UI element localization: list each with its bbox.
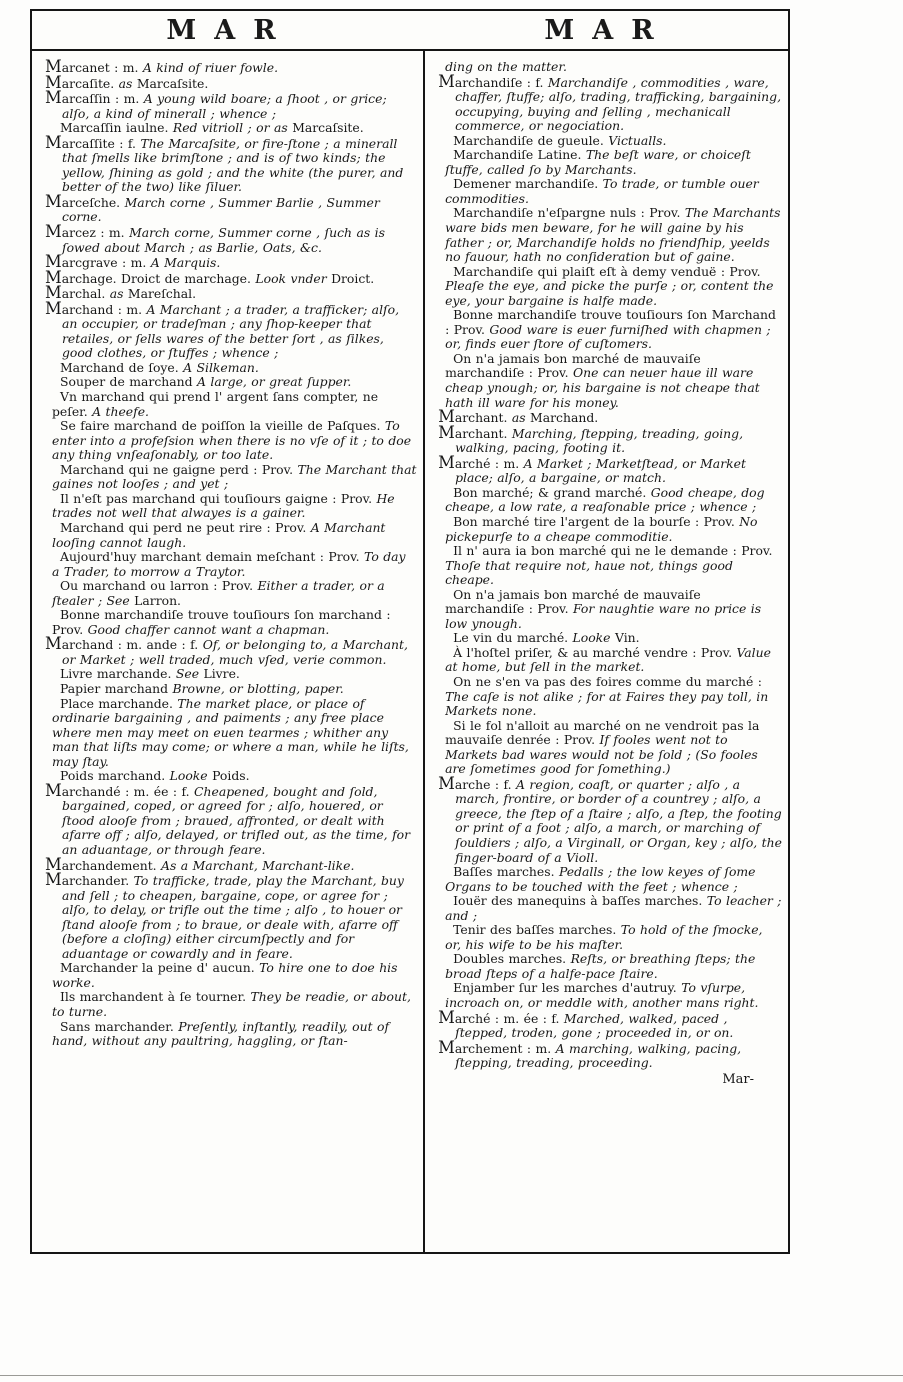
definition-text: A kind of riuer fowle. [142, 60, 279, 75]
definition-text: Looke [572, 630, 615, 646]
dictionary-entry [45, 283, 417, 303]
headword-text: Ou marchand ou larron : Prov. [60, 578, 258, 594]
headword-text: Marchandiſe qui plaiſt eſt à demy venduë : Prov. [453, 263, 761, 279]
definition-text: Either a trader, or a ſtealer ; See [52, 578, 385, 608]
headword-text: Marchage. Droict de marchage. [45, 267, 256, 287]
definition-text: For naughtie ware no price is low ynough. [445, 601, 762, 631]
dictionary-entry [438, 865, 782, 894]
headword-text: Marcanet : m. [45, 57, 143, 76]
dictionary-entry [438, 923, 782, 952]
dictionary-entry [45, 132, 417, 195]
definition-text: Value at home, but ſell in the market. [445, 644, 771, 675]
running-head-right-cell [410, 11, 788, 49]
headword-text: Marchandiſe n'eſpargne nuls : Prov. [453, 205, 685, 221]
dictionary-entry [45, 780, 417, 858]
dictionary-entry [45, 222, 417, 255]
definition-text: To vſurpe, incroach on, or meddle with, another mans right. [445, 980, 759, 1010]
definition-text: Marchandiſe , commodities , ware, chaffer, ſtuffe; alſo, trading, trafficking, bargaining, occupying, buying and ſelling , mechanicall commerce, or negociation. [455, 74, 782, 134]
headword-text: Vn marchand qui prend l' argent ſans compter, ne peſer. [52, 389, 379, 419]
definition-text: Red vitrioll ; or as [172, 120, 293, 136]
dictionary-entry [438, 352, 782, 410]
headword-text: Droict. [331, 270, 375, 286]
definition-text: Good ware is euer furniſhed with chapmen ; or, finds euer ſtore of cuſtomers. [445, 321, 771, 352]
running-head-left: MAR [166, 14, 294, 46]
headword-text: Si le fol n'alloit au marché on ne vendroit pas la mauvaiſe denrée : Prov. [445, 717, 760, 748]
dictionary-entry [45, 682, 417, 697]
dictionary-entry [45, 667, 417, 682]
definition-text: Looke [169, 768, 213, 784]
definition-text: A large, or great ſupper. [196, 374, 352, 390]
headword-text: Marchand de ſoye. [60, 359, 184, 375]
headword-text: Marchand qui ne gaigne perd : Prov. [60, 461, 298, 477]
dictionary-entry [438, 265, 782, 309]
definition-text: He trades not well that alwayes is a gainer. [52, 490, 395, 521]
headword-text: Larron. [134, 592, 181, 608]
headword-text: Marchand qui perd ne peut rire : Prov. [60, 519, 311, 535]
dictionary-entry [45, 191, 417, 225]
dictionary-entry [438, 515, 782, 544]
dictionary-entry [438, 952, 782, 981]
headword-text: Il n'eſt pas marchand qui touſiours gaigne : Prov. [60, 490, 377, 506]
page-frame [30, 9, 790, 1254]
definition-text: ding on the matter. [445, 59, 567, 74]
dictionary-entry [438, 422, 782, 456]
headword-text: Marcaſite. [45, 72, 119, 92]
dictionary-entry [438, 544, 782, 588]
definition-text: The beſt ware, or choiceſt ſtuffe, called ſo by Marchants. [445, 147, 751, 177]
definition-text: To trade, or tumble ouer commodities. [445, 176, 759, 206]
headword-text: Marchal. [45, 283, 110, 303]
definition-text: Marching, ſtepping, treading, going, walking, pacing, footing it. [455, 425, 744, 456]
text-columns [32, 51, 788, 1252]
dictionary-entry [438, 486, 782, 515]
dictionary-entry [438, 773, 782, 865]
definition-text: As a Marchant, Marchant-like. [161, 857, 355, 873]
headword-text: On n'a jamais bon marché de mauvaiſe marchandiſe : Prov. [445, 586, 701, 617]
headword-text: Poids. [212, 768, 250, 784]
definition-text: Pedalls ; the low keyes of ſome Organs to be touched with the feet ; whence ; [445, 864, 756, 894]
definition-text: A young wild boare; a ſhoot , or grice; alſo, a kind of minerall ; whence ; [62, 91, 387, 121]
dictionary-entry [45, 390, 417, 419]
definition-text: Good chaffer cannot want a chapman. [87, 621, 330, 637]
definition-text: To hire one to doe his worke. [52, 960, 398, 990]
column-left [32, 51, 425, 1252]
headword-text: Bonne marchandiſe trouve touſiours ſon Marchand : Prov. [445, 307, 776, 337]
headword-text: Enjamber ſur les marches d'autruy. [453, 980, 682, 996]
headword-text: Bon marché; & grand marché. [453, 484, 651, 500]
dictionary-entry [45, 361, 417, 376]
dictionary-entry [438, 177, 782, 206]
headword-text: Mareſchal. [127, 286, 197, 302]
headword-text: Vin. [614, 630, 640, 646]
dictionary-entry [438, 407, 782, 427]
dictionary-entry [438, 588, 782, 632]
dictionary-entry [438, 1037, 782, 1071]
definition-text: The caſe is not alike ; for at Faires they pay toll, in Markets none. [445, 688, 769, 719]
definition-text: as [118, 75, 137, 91]
headword-text: Aujourd'huy marchant demain meſchant : Prov. [60, 549, 365, 565]
dictionary-entry [438, 148, 782, 177]
headword-text: Marchandiſe : f. [438, 71, 548, 91]
definition-text: To trafficke, trade, play the Marchant, buy and ſell ; to cheapen, bargaine, cope, or agree for ; alſo, to delay, or trifle out the time ; alſo , to houer or ſtand alooſe from ; to braue, or deale with, afarre off (before a cloſing) either circumſpectly and for aduantage or cowardly and in feare. [62, 873, 404, 961]
dictionary-entry [438, 675, 782, 719]
column-right [425, 51, 788, 1252]
dictionary-entry [45, 870, 417, 961]
dictionary-entry [45, 579, 417, 608]
dictionary-entry [45, 88, 417, 121]
definition-text: The Marchants ware bids men beware, for he will gaine by his father ; or, Marchandiſe holds no friendſhip, yeelds no fauour, hath no conſideration but of gaine. [445, 205, 781, 265]
dictionary-entry [438, 894, 782, 923]
column-right-text [438, 60, 782, 1071]
dictionary-entry [45, 267, 417, 287]
definition-text: March corne, Summer corne , ſuch as is ſowed about March ; as Barlie, Oats, &c. [62, 225, 385, 255]
headword-text: Papier marchand [60, 680, 173, 696]
dictionary-entry [45, 463, 417, 492]
definition-text: The Marcaſsite, or fire-ſtone ; a minerall that ſmells like brimſtone ; and is of two kinds; the yellow, ſhining as gold ; and the white (the purer, and better of the two) like ſiluer. [62, 135, 404, 195]
headword-text: Iouër des manequins à baſſes marches. [453, 893, 707, 909]
headword-text: Marcaſſite : f. [45, 132, 141, 152]
definition-text: See [175, 666, 204, 682]
definition-text: The market place, or place of ordinarie bargaining , and paiments ; any free place where men may meet on euen tearmes ; whither any man that liſts may come; or where a man, while he liſts, may ſtay. [52, 695, 409, 769]
definition-text: To leacher ; and ; [445, 893, 782, 923]
headword-text: Marchement : m. [438, 1037, 556, 1057]
dictionary-entry [45, 72, 417, 92]
definition-text: Victualls. [608, 132, 667, 148]
dictionary-entry [438, 719, 782, 777]
dictionary-entry [45, 550, 417, 579]
running-head-right: MAR [544, 14, 672, 46]
headword-text: Marchander la peine d' aucun. [60, 960, 260, 976]
headword-text: Tenir des baſſes marches. [453, 922, 621, 938]
definition-text: A Silkeman. [183, 359, 259, 375]
dictionary-entry [438, 308, 782, 352]
dictionary-entry [45, 492, 417, 521]
dictionary-entry [438, 981, 782, 1010]
definition-text: Thoſe that require not, haue not, things good cheape. [445, 557, 733, 588]
headword-text: Livre marchande. [60, 666, 176, 682]
headword-text: Marché : m. [438, 452, 524, 472]
dictionary-entry [45, 634, 417, 667]
definition-text: If fooles went not to Markets bad wares would not be ſold ; (So fooles are ſometimes good for ſomething.) [445, 732, 758, 777]
running-head-left-cell [32, 11, 410, 49]
dictionary-entry [438, 134, 782, 149]
headword-text: Marchand : m. [45, 298, 147, 318]
headword-text: Marchand : m. ande : f. [45, 634, 203, 654]
definition-text: The Marchant that gaines not looſes ; and yet ; [52, 461, 417, 492]
headword-text: Demener marchandiſe. [453, 176, 603, 192]
definition-text: Look vnder [255, 270, 332, 286]
dictionary-entry [45, 854, 417, 874]
dictionary-entry [438, 60, 782, 75]
headword-text: Sans marchander. [60, 1018, 179, 1034]
definition-text: A theefe. [92, 403, 149, 419]
definition-text: Browne, or blotting, paper. [172, 680, 344, 696]
catchword: Mar- [722, 1071, 754, 1087]
headword-text: Marchandement. [45, 854, 162, 874]
definition-text: A Marchant ; a trader, a trafficker; alſo, an occupier, or tradeſman ; any ſhop-keeper that retailes, or ſells wares of the better ſort , as ſilkes, good clothes, or ſtuffes ; whence ; [62, 301, 400, 361]
definition-text: Good cheape, dog cheape, a low rate, a reaſonable price ; whence ; [445, 484, 765, 515]
dictionary-entry [45, 121, 417, 136]
definition-text: To enter into a profeſsion when there is no vſe of it ; to doe any thing vnſeaſonably, or too late. [52, 418, 412, 463]
definition-text: Preſently, inſtantly, readily, out of hand, without any paultring, haggling, or ſtan- [52, 1018, 390, 1049]
definition-text: as [511, 410, 531, 426]
headword-text: Souper de marchand [60, 374, 197, 390]
headword-text: On n'a jamais bon marché de mauvaiſe marchandiſe : Prov. [445, 350, 701, 381]
headword-text: Marcez : m. [45, 222, 130, 242]
headword-text: Livre. [203, 666, 240, 682]
dictionary-entry [45, 990, 417, 1019]
definition-text: A marching, walking, pacing, ſtepping, treading, proceeding. [455, 1040, 742, 1071]
definition-text: A region, coaſt, or quarter ; alſo , a march, frontire, or border of a countrey ; alſo, a greece, the ſtep of a ſtaire ; alſo, a ſtep, the footing or print of a foot ; alſo, a march, or marching of ſouldiers ; alſo, a Virginall, or Organ, key ; alſo, the finger-board of a Violl. [455, 776, 782, 865]
dictionary-entry [45, 298, 417, 361]
headword-text: Se faire marchand de poiſſon la vieille de Paſques. [60, 418, 385, 434]
headword-text: Marchandiſe Latine. [453, 147, 586, 163]
headword-text: Marchand. [530, 410, 599, 426]
headword-text: Marchandiſe de gueule. [453, 132, 609, 148]
definition-text: Pleaſe the eye, and picke the purſe ; or, content the eye, your bargaine is halfe made. [445, 278, 774, 308]
headword-text: Place marchande. [60, 695, 178, 711]
definition-text: A Marquis. [150, 255, 221, 271]
definition-text: Cheapened, bought and ſold, bargained, coped, or agreed for ; alſo, houered, or ſtood alooſe from ; braued, affronted, or dealt with afarre off ; alſo, delayed, or trifled out, as the time, for an aduantage, or through feare. [62, 783, 411, 857]
headword-text: Le vin du marché. [453, 630, 573, 646]
dictionary-entry [45, 419, 417, 463]
headword-text: Marcaſsite. [292, 120, 364, 136]
headword-text: On ne s'en va pas des foires comme du marché : [453, 673, 762, 689]
dictionary-entry [45, 961, 417, 990]
dictionary-entry [45, 375, 417, 390]
dictionary-entry [45, 1020, 417, 1049]
headword-text: Marchander. [45, 870, 134, 890]
definition-text: Of, or belonging to, a Marchant, or Market ; well traded, much vſed, verie common. [62, 637, 408, 667]
dictionary-entry [45, 608, 417, 637]
definition-text: To day a Trader, to morrow a Traytor. [52, 549, 406, 579]
headword-text: À l'hoſtel priſer, & au marché vendre : Prov. [453, 644, 737, 660]
headword-text: Marcaſsite. [136, 75, 209, 91]
definition-text: Reſts, or breathing ſteps; the broad ſteps of a halfe-pace ſtaire. [445, 951, 756, 981]
definition-text: A Marchant looſing cannot laugh. [52, 519, 386, 550]
dictionary-entry [45, 252, 417, 272]
headword-text: Ils marchandent à ſe tourner. [60, 989, 251, 1005]
headword-text: Marché : m. ée : f. [438, 1007, 564, 1027]
definition-text: No pickepurſe to a cheape commoditie. [445, 513, 758, 544]
headword-text: Il n' aura ia bon marché qui ne le demande : Prov. [453, 543, 773, 559]
headword-text: Bonne marchandiſe trouve touſiours ſon marchand : Prov. [52, 607, 391, 637]
headword-text: Marcgrave : m. [45, 252, 151, 272]
dictionary-entry [45, 697, 417, 770]
headword-text: Marchant. [438, 407, 512, 427]
headword-text: Marcaſſin : m. [45, 88, 144, 108]
dictionary-entry [45, 57, 417, 76]
headword-text: Baſſes marches. [453, 864, 559, 880]
headword-text: Poids marchand. [60, 768, 170, 784]
definition-text: March corne , Summer Barlie , Summer corne. [62, 194, 380, 225]
scan-edge-line [0, 1375, 903, 1376]
headword-text: Bon marché tire l'argent de la bourſe : Prov. [453, 513, 740, 529]
dictionary-entry [438, 1007, 782, 1041]
dictionary-entry [438, 71, 782, 134]
headword-text: Marcaſſin iaulne. [60, 120, 173, 136]
headword-text: Marceſche. [45, 191, 125, 211]
dictionary-entry [45, 521, 417, 550]
headword-text: Marchandé : m. ée : f. [45, 780, 195, 800]
definition-text: They be readie, or about, to turne. [52, 989, 411, 1019]
dictionary-entry [438, 206, 782, 264]
definition-text: Marched, walked, paced , ſtepped, troden, gone ; proceeded in, or on. [455, 1010, 734, 1041]
dictionary-entry [438, 646, 782, 675]
dictionary-entry [45, 769, 417, 784]
definition-text: A Market ; Marketſtead, or Market place; alſo, a bargaine, or match. [455, 455, 746, 486]
headword-text: Doubles marches. [453, 951, 571, 967]
definition-text: One can neuer haue ill ware cheap ynough; or, his bargaine is not cheape that hath ill ware for his money. [445, 365, 760, 410]
headword-text: Marche : f. [438, 773, 517, 793]
definition-text: as [109, 286, 128, 302]
running-head-band [32, 11, 788, 51]
definition-text: To hold of the ſmocke, or, his wife to be his maſter. [445, 922, 763, 952]
dictionary-entry [438, 631, 782, 646]
dictionary-entry [438, 452, 782, 486]
headword-text: Marchant. [438, 422, 512, 442]
column-left-text [45, 57, 417, 1049]
